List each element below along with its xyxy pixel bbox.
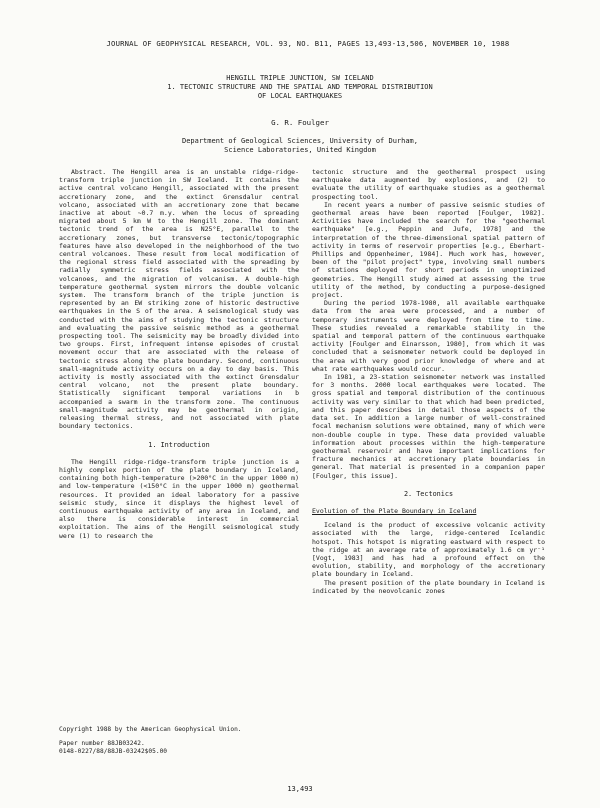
title-line-3: OF LOCAL EARTHQUAKES xyxy=(257,92,343,100)
copyright-line: Copyright 1988 by the American Geophysical Union. xyxy=(59,726,242,733)
journal-header: JOURNAL OF GEOPHYSICAL RESEARCH, VOL. 93, NO. B11, PAGES 13,493-13,506, NOVEMBER 10, 1988 xyxy=(106,39,510,48)
left-column xyxy=(59,168,299,540)
affiliation xyxy=(0,137,600,155)
right-paragraph-3: In 1981, a 23-station seismometer network was installed for 3 months. 2000 local earthquakes were located. The gross spatial and temporal distribution of the continuous activity was very similar to that which had been predicted, and this paper describes in detail those aspects of the data set. In addition a large number of well-constrained focal mechanism solutions were obtained, many of which were non-double couple in type. These data provided valuable information about processes within the high-temperature geothermal reservoir and have important implications for fracture mechanics at accretionary plate boundaries in general. That material is presented in a companion paper [Foulger, this issue]. xyxy=(312,373,545,480)
section-2-heading: 2. Tectonics xyxy=(403,489,454,498)
right-paragraph-1: In recent years a number of passive seismic studies of geothermal areas have been reported [Foulger, 1982]. Activities have included the search for the "geothermal earthquake" [e.g., Peppin and Jufe, 1978] and the interpretation of the three-dimensional spatial pattern of activity in terms of reservoir properties [e.g., Eberhart-Phillips and Oppenheimer, 1984]. Much work has, however, been of the "pilot project" type, involving small numbers of stations deployed for short periods in unoptimized geometries. The Hengill study aimed at assessing the true utility of the method, by conducting a purpose-designed project. xyxy=(312,200,545,300)
section-1-heading: 1. Introduction xyxy=(148,440,210,449)
right-paragraph-2: During the period 1978-1980, all available earthquake data from the area were processed, and a number of temporary instruments were deployed from time to time. These studies revealed a remarkable stability in the spatial and temporal pattern of the continuous earthquake activity [Foulger and Einarsson, 1980], from which it was concluded that a seismometer network could be deployed in the area with very good prior knowledge of where and at what rate earthquakes would occur. xyxy=(312,299,545,373)
abstract-paragraph xyxy=(59,168,299,431)
intro-paragraph-1: The Hengill ridge-ridge-transform triple junction is a highly complex portion of the plate boundary in Iceland, containing both high-temperature (>200°C in the upper 1000 m) and low-temperature (<150°C in the upper 1000 m) geothermal resources. It provided an ideal laboratory for a passive seismic study, since it displays the highest level of continuous earthquake activity of any area in Iceland, and also there is considerable interest in commercial exploitation. The aims of the Hengill seismological study were (1) to research the xyxy=(59,457,299,540)
right-paragraph-0: tectonic structure and the geothermal prospect using earthquake data augmented by explosions, and (2) to evaluate the utility of earthquake studies as a geothermal prospecting tool. xyxy=(312,168,545,201)
paper-title xyxy=(0,74,600,101)
copyright-block xyxy=(59,726,299,756)
right-paragraph-4: Iceland is the product of excessive volcanic activity associated with the large, ridge-centered Icelandic hotspot. This hotspot is migrating eastward with respect to the ridge at an average rate of approximately 1.6 cm yr⁻¹ [Vogt, 1983] and has had a profound effect on the evolution, stability, and morphology of the accretionary plate boundary in Iceland. xyxy=(312,521,545,579)
right-column xyxy=(312,168,545,595)
author-name: G. R. Foulger xyxy=(271,118,329,127)
page-number: 13,493 xyxy=(287,785,313,793)
abstract-label: Abstract. xyxy=(71,168,107,176)
abstract-text: The Hengill area is an unstable ridge-ridge-transform triple junction in SW Iceland. It contains the active central volcano Hengill, associated with the present accretionary zone, and the extinct Grensdalur central volcano, associated with an accretionary zone that became inactive at about ~0.7 m.y. when the locus of spreading migrated about 5 km W to the Hengill zone. The dominant tectonic trend of the area is N25°E, parallel to the accretionary zones, but transverse tectonic/topographic features have also developed in the neighborhood of the two central volcanoes. These result from local modification of the regional stress field associated with the spreading by radially symmetric stress fields associated with the volcanoes, and the migration of volcanism. A double-high temperature geothermal system mirrors the double volcanic system. The transform branch of the triple junction is represented by an EW striking zone of historic destructive earthquakes in the S of the area. A seismological study was conducted with the aims of studying the tectonic structure and evaluating the passive seismic method as a geothermal prospecting tool. The seismicity may be broadly divided into two groups. First, infrequent intense episodes of crustal movement occur that are associated with the release of tectonic stress along the plate boundary. Second, continuous small-magnitude activity occurs on a day to day basis. This activity is mostly associated with the extinct Grensdalur central volcano, not the present plate boundary. Statistically significant temporal variations in b accompanied a swarm in the transform zone. The continuous small-magnitude activity may be geothermal in origin, releasing thermal stress, and not associated with plate boundary tectonics. xyxy=(59,168,299,431)
affiliation-line-1: Department of Geological Sciences, University of Durham, xyxy=(181,137,418,145)
subsection-heading: Evolution of the Plate Boundary in Iceland xyxy=(312,506,477,515)
affiliation-line-2: Science Laboratories, United Kingdom xyxy=(224,146,376,154)
issn-line: 0148-0227/88/88JB-03242$05.00 xyxy=(59,748,168,755)
paper-number: Paper number 88JB03242. xyxy=(59,740,145,747)
right-paragraph-5: The present position of the plate boundary in Iceland is indicated by the neovolcanic zones xyxy=(312,578,545,595)
title-line-2: 1. TECTONIC STRUCTURE AND THE SPATIAL AND TEMPORAL DISTRIBUTION xyxy=(167,83,433,91)
title-line-1: HENGILL TRIPLE JUNCTION, SW ICELAND xyxy=(226,74,374,82)
